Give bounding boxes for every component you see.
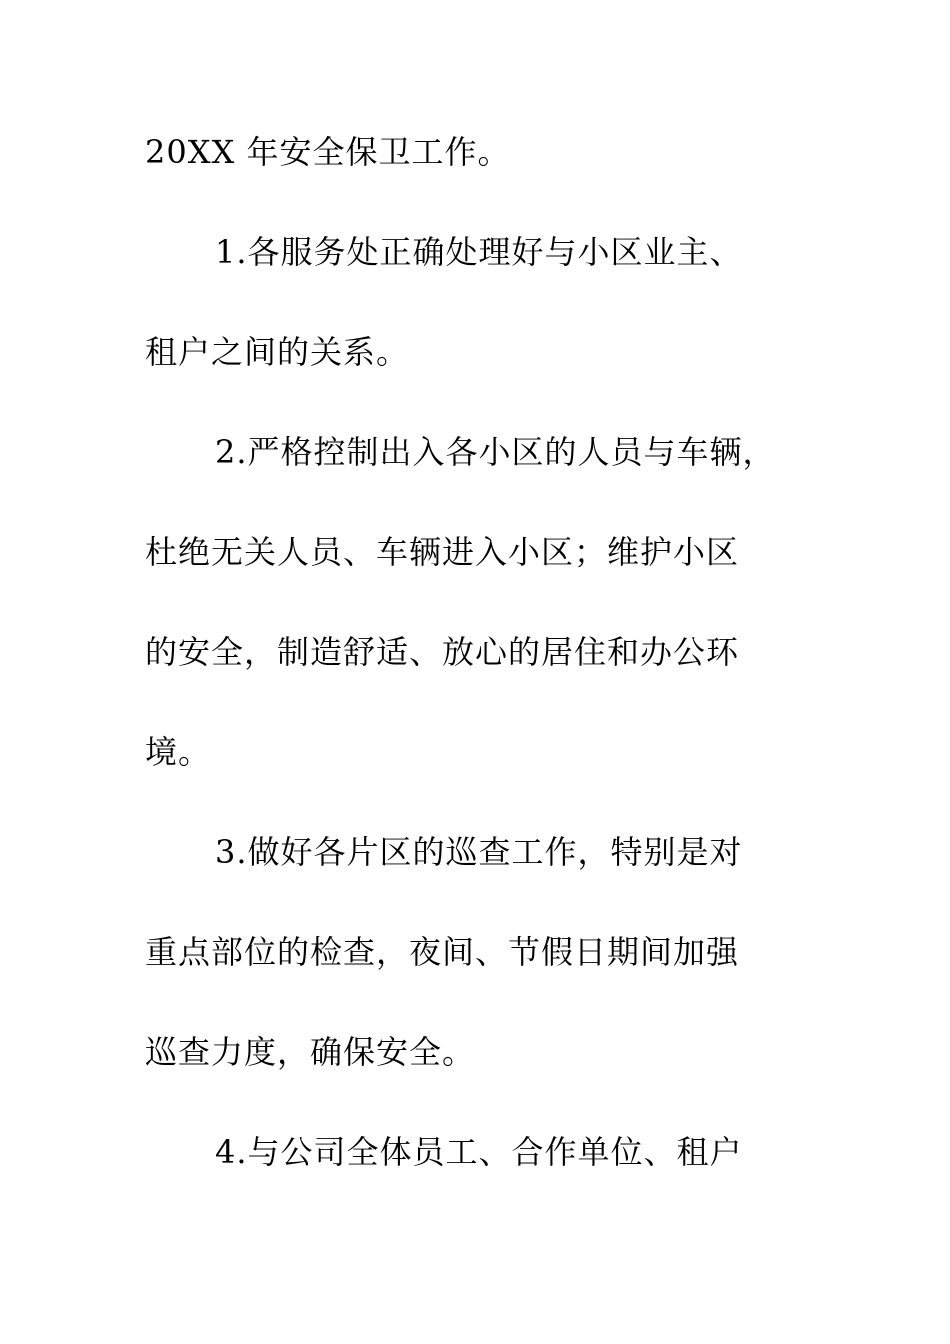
list-item-3-line-1: 3.做好各片区的巡查工作，特别是对	[215, 833, 743, 871]
list-item-3-line-3: 巡查力度，确保安全。	[145, 1033, 476, 1071]
list-item-4-line-1: 4.与公司全体员工、合作单位、租户	[215, 1133, 743, 1171]
list-item-2-line-2: 杜绝无关人员、车辆进入小区；维护小区	[145, 533, 740, 571]
list-item-1-line-2: 租户之间的关系。	[145, 333, 410, 371]
list-item-2-line-1: 2.严格控制出入各小区的人员与车辆，	[215, 433, 776, 471]
list-item-3-line-2: 重点部位的检查，夜间、节假日期间加强	[145, 933, 740, 971]
text-line-1: 20XX 年安全保卫工作。	[145, 133, 511, 171]
list-item-2-line-4: 境。	[145, 733, 212, 771]
list-item-1-line-1: 1.各服务处正确处理好与小区业主、	[215, 233, 743, 271]
list-item-2-line-3: 的安全，制造舒适、放心的居住和办公环	[145, 633, 740, 671]
